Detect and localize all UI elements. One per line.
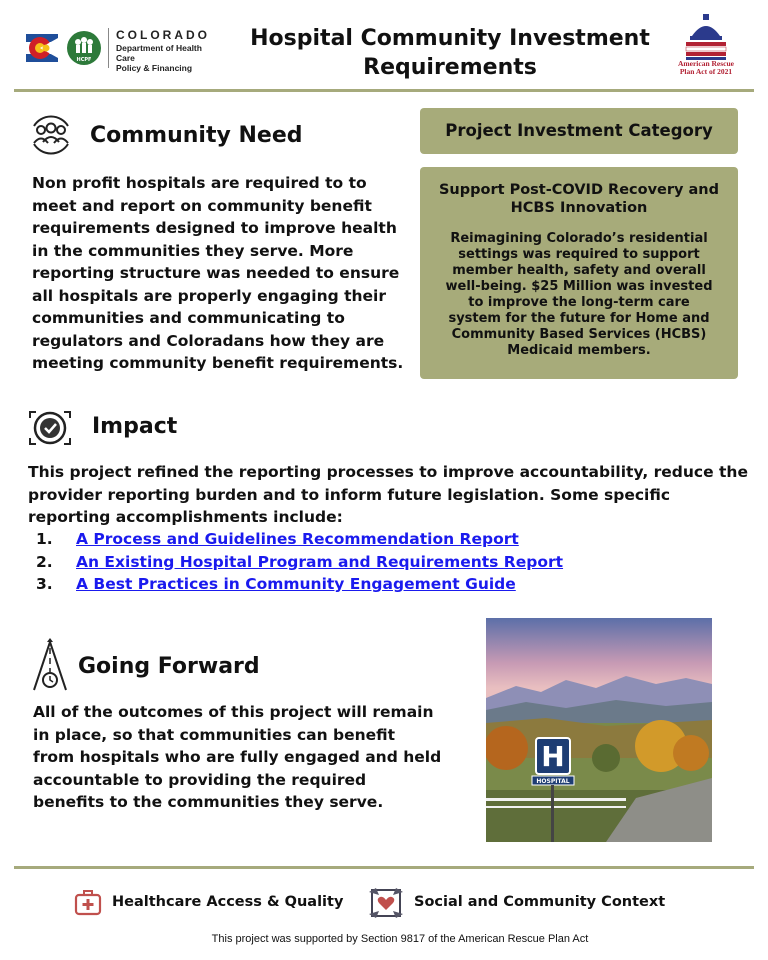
going-forward-body — [33, 701, 453, 814]
logo-divider — [108, 28, 109, 68]
investment-title-line: Support Post-COVID Recovery and — [438, 182, 720, 198]
going-forward-line: from hospitals who are fully engaged and held — [33, 748, 442, 766]
going-forward-line: accountable to providing the required — [33, 770, 367, 789]
capitol-dome-icon — [670, 14, 742, 60]
arp-caption-line2: Plan Act of 2021 — [679, 67, 733, 76]
investment-body-line: member health, safety and overall — [452, 263, 706, 278]
impact-line: reporting accomplishments include: — [28, 508, 343, 526]
list-item — [36, 573, 563, 596]
hospital-sign-text: HOSPITAL — [536, 778, 570, 785]
page-title — [250, 24, 650, 82]
community-need-line: in the communities they serve. More — [32, 241, 354, 260]
list-number: 3. — [36, 575, 53, 593]
community-need-body — [32, 172, 412, 375]
investment-title — [432, 181, 726, 217]
community-need-line: meet and report on community benefit — [32, 196, 372, 215]
investment-category-label: Project Investment Category — [420, 108, 738, 154]
investment-body-line: Reimagining Colorado’s residential — [450, 231, 708, 246]
target-check-icon — [26, 404, 74, 452]
header-divider — [14, 89, 754, 92]
hcpf-wordmark — [116, 28, 222, 73]
investment-body-line: system for the future for Home and — [448, 311, 710, 326]
svg-text:HCPF: HCPF — [76, 57, 92, 63]
community-hands-icon — [368, 886, 404, 920]
investment-body-line: Community Based Services (HCBS) — [451, 327, 707, 342]
footer-divider — [14, 866, 754, 869]
investment-body — [432, 231, 726, 359]
footer-tag-social-community — [368, 886, 668, 918]
impact-line: This project refined the reporting processes to improve accountability, reduce the — [28, 463, 748, 481]
investment-body-line: Medicaid members. — [507, 343, 651, 358]
community-need-line: all hospitals are properly engaging their — [32, 286, 387, 305]
funding-note: This project was supported by Section 9817 of the American Rescue Plan Act — [211, 933, 589, 945]
hcpf-logo-block — [22, 28, 222, 73]
investment-body-line: to improve the long-term care — [468, 295, 690, 310]
logo-dept-line1: Department of Health Care — [116, 43, 202, 63]
going-forward-line: benefits to the communities they serve. — [33, 793, 384, 811]
page-title-line2: Requirements — [363, 55, 537, 80]
community-need-line: requirements designed to improve health — [32, 219, 397, 237]
medical-kit-icon — [74, 888, 102, 916]
going-forward-line: in place, so that communities can benefit — [33, 725, 396, 744]
hospital-sign-letter: H — [541, 740, 565, 773]
impact-line: provider reporting burden and to inform future legislation. Some specific — [28, 485, 671, 504]
footer-tag-label: Social and Community Context — [414, 894, 666, 910]
community-need-line: regulators and Coloradans how they are — [32, 331, 385, 350]
logo-state: COLORADO — [116, 28, 210, 42]
community-need-line: communities and communicating to — [32, 309, 345, 327]
list-number: 2. — [36, 552, 53, 571]
investment-body-line: settings was required to support — [458, 247, 700, 262]
community-engagement-guide-link[interactable]: A Best Practices in Community Engagement Guide — [76, 575, 516, 593]
page-title-line1: Hospital Community Investment — [250, 26, 650, 51]
impact-heading: Impact — [92, 414, 178, 439]
list-item — [36, 528, 563, 551]
community-need-line: reporting structure was needed to ensure — [32, 264, 400, 282]
hospital-program-report-link[interactable]: An Existing Hospital Program and Requirements Report — [76, 552, 564, 571]
investment-description-box — [420, 167, 738, 379]
going-forward-heading: Going Forward — [78, 654, 260, 679]
community-need-line: meeting community benefit requirements. — [32, 354, 404, 372]
logo-dept-line2: Policy & Financing — [116, 63, 193, 73]
list-item — [36, 551, 563, 574]
impact-body — [28, 461, 758, 529]
community-group-icon — [26, 110, 76, 160]
road-clock-icon — [30, 636, 72, 692]
investment-body-line: well-being. $25 Million was invested — [445, 279, 713, 294]
hospital-sign-photo — [486, 618, 712, 842]
arp-caption-line1: American Rescue — [677, 59, 735, 68]
footer-tag-healthcare-access — [74, 886, 344, 918]
investment-title-line: HCBS Innovation — [510, 200, 648, 216]
accomplishments-list — [36, 528, 563, 596]
footer-tag-label: Healthcare Access & Quality — [112, 894, 344, 910]
american-rescue-plan-logo — [670, 14, 742, 84]
colorado-flag-icon — [22, 30, 62, 66]
going-forward-line: All of the outcomes of this project will remain — [33, 703, 434, 721]
community-need-line: Non profit hospitals are required to to — [32, 174, 367, 192]
hcpf-badge-icon — [66, 30, 102, 66]
arp-caption — [670, 60, 742, 76]
process-guidelines-report-link[interactable]: A Process and Guidelines Recommendation Report — [76, 530, 519, 548]
community-need-heading: Community Need — [90, 123, 303, 148]
list-number: 1. — [36, 530, 53, 548]
